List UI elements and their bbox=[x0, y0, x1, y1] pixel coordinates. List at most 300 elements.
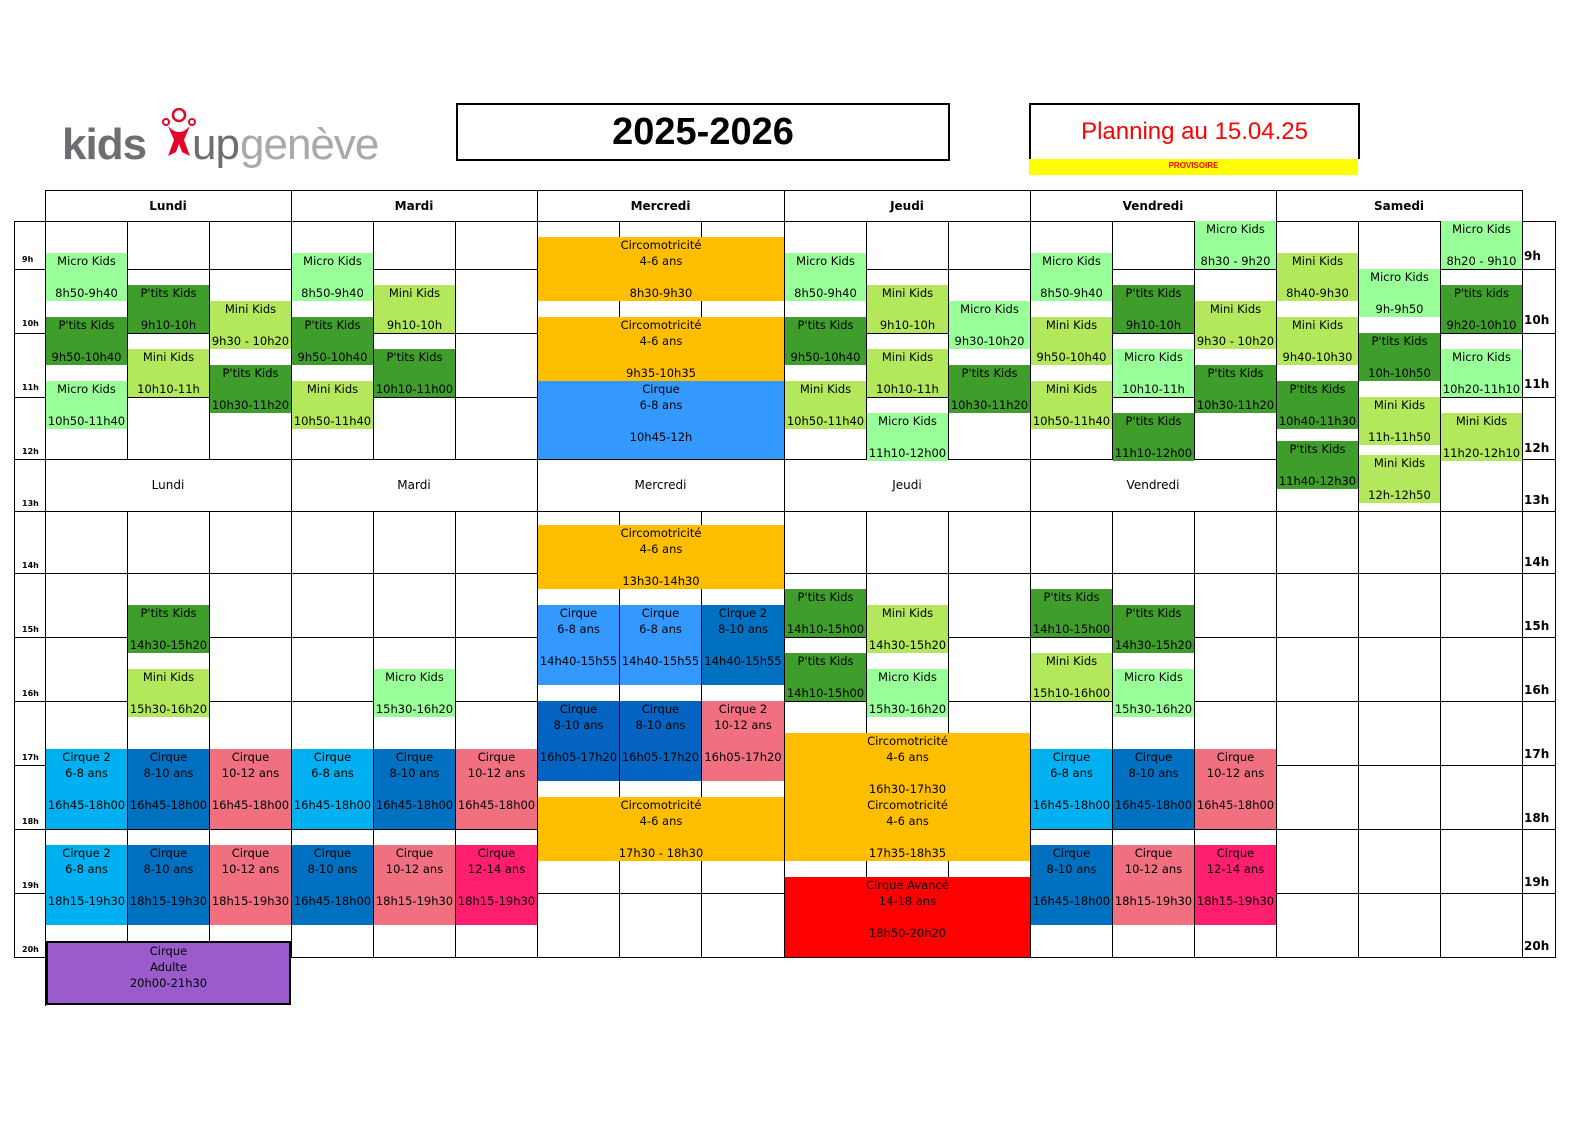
class-line: P'tits Kids bbox=[58, 318, 115, 332]
class-line: 8-10 ans bbox=[553, 718, 604, 732]
class-line: P'tits Kids bbox=[797, 318, 854, 332]
class-line: Mini Kids bbox=[1455, 414, 1508, 428]
class-line: 15h30-16h20 bbox=[1114, 702, 1193, 716]
class-block bbox=[785, 317, 866, 365]
class-line: 4-6 ans bbox=[886, 750, 929, 764]
class-line: Cirque Avancé bbox=[866, 878, 949, 892]
class-line: 8h50-9h40 bbox=[794, 286, 857, 300]
midday-day-header-4: Vendredi bbox=[1126, 478, 1180, 492]
grid-line bbox=[455, 221, 456, 460]
class-line: 16h45-18h00 bbox=[47, 798, 126, 812]
class-line: 14h40-15h55 bbox=[704, 654, 782, 668]
class-block bbox=[1359, 397, 1440, 445]
class-block bbox=[1277, 381, 1358, 429]
class-line: P'tits Kids bbox=[1371, 334, 1428, 348]
planning-date: Planning au 15.04.25 bbox=[1029, 103, 1360, 159]
class-block bbox=[1441, 413, 1522, 461]
class-line: 9h10-10h bbox=[386, 318, 443, 332]
class-line: 17h35-18h35 bbox=[868, 846, 947, 860]
class-block bbox=[210, 301, 291, 349]
class-line: Cirque bbox=[641, 702, 680, 716]
class-line: 11h10-12h00 bbox=[1114, 446, 1193, 460]
class-line: 9h30 - 10h20 bbox=[211, 334, 290, 348]
class-line: 16h45-18h00 bbox=[293, 798, 372, 812]
class-line: 10-12 ans bbox=[467, 766, 526, 780]
class-line: 9h30-10h20 bbox=[954, 334, 1025, 348]
class-block bbox=[128, 669, 209, 717]
class-line: Micro Kids bbox=[385, 670, 444, 684]
class-line: 10-12 ans bbox=[1206, 766, 1265, 780]
class-block bbox=[1113, 285, 1194, 333]
class-line: 10-12 ans bbox=[221, 766, 280, 780]
class-line: Micro Kids bbox=[303, 254, 362, 268]
class-line: P'tits Kids bbox=[1125, 286, 1182, 300]
class-line: 16h05-17h20 bbox=[704, 750, 782, 764]
class-line: Cirque 2 bbox=[718, 606, 768, 620]
class-block bbox=[1359, 455, 1440, 503]
grid-line bbox=[1276, 511, 1277, 958]
class-line: Micro Kids bbox=[1124, 350, 1183, 364]
class-block bbox=[538, 605, 619, 685]
class-line: 14h10-15h00 bbox=[786, 686, 865, 700]
hour-label-right-1: 10h bbox=[1524, 313, 1550, 327]
class-block bbox=[128, 285, 209, 333]
class-line: 10h40-11h30 bbox=[1278, 414, 1357, 428]
class-line: 18h15-19h30 bbox=[129, 894, 208, 908]
class-block bbox=[1359, 269, 1440, 317]
class-line: Cirque bbox=[477, 750, 516, 764]
class-line: 6-8 ans bbox=[311, 766, 354, 780]
class-line: Mini Kids bbox=[1045, 318, 1098, 332]
class-block bbox=[210, 365, 291, 413]
class-line: 14h30-15h20 bbox=[868, 638, 947, 652]
class-line: 8h30-9h30 bbox=[629, 286, 693, 300]
class-block bbox=[46, 253, 127, 301]
hour-label-right-5: 14h bbox=[1524, 555, 1550, 569]
class-block bbox=[867, 669, 948, 717]
hour-label-right-8: 17h bbox=[1524, 747, 1550, 761]
class-block bbox=[785, 733, 1030, 797]
grid-line bbox=[1440, 511, 1441, 958]
class-line: 10h10-11h bbox=[876, 382, 939, 396]
class-line: 11h20-12h10 bbox=[1442, 446, 1521, 460]
class-line: P'tits Kids bbox=[386, 350, 443, 364]
class-line: 18h15-19h30 bbox=[211, 894, 290, 908]
class-line: 6-8 ans bbox=[557, 622, 600, 636]
class-block bbox=[46, 845, 127, 925]
class-line: Circomotricité bbox=[867, 734, 948, 748]
class-block bbox=[620, 605, 701, 685]
class-line: 10-12 ans bbox=[714, 718, 772, 732]
class-block bbox=[1113, 749, 1194, 829]
class-line: 10h50-11h40 bbox=[47, 414, 126, 428]
midday-day-header-0: Lundi bbox=[151, 478, 185, 492]
class-line: 6-8 ans bbox=[639, 398, 683, 412]
class-block bbox=[128, 605, 209, 653]
class-block bbox=[1031, 381, 1112, 429]
class-line: Mini Kids bbox=[1045, 382, 1098, 396]
class-block bbox=[1031, 253, 1112, 301]
class-line: 10-12 ans bbox=[221, 862, 280, 876]
class-block bbox=[867, 413, 948, 461]
hour-label-right-0: 9h bbox=[1524, 249, 1541, 263]
class-line: 4-6 ans bbox=[639, 814, 683, 828]
class-line: Cirque bbox=[641, 606, 680, 620]
class-line: Mini Kids bbox=[142, 350, 195, 364]
class-line: Micro Kids bbox=[1452, 350, 1511, 364]
class-line: Mini Kids bbox=[1373, 398, 1426, 412]
class-line: 16h05-17h20 bbox=[539, 750, 618, 764]
class-line: 10h-10h50 bbox=[1368, 366, 1431, 380]
class-line: 11h40-12h30 bbox=[1278, 474, 1357, 488]
class-block bbox=[785, 877, 1030, 957]
class-line: Cirque bbox=[559, 702, 598, 716]
class-line: 14h40-15h55 bbox=[539, 654, 618, 668]
class-block bbox=[1113, 349, 1194, 397]
class-block bbox=[374, 749, 455, 829]
class-line: 16h45-18h00 bbox=[375, 798, 454, 812]
class-block bbox=[46, 381, 127, 429]
class-line: 16h45-18h00 bbox=[1196, 798, 1275, 812]
class-line: Mini Kids bbox=[881, 286, 934, 300]
class-line: P'tits Kids bbox=[1125, 414, 1182, 428]
hour-label-right-7: 16h bbox=[1524, 683, 1550, 697]
grid-line bbox=[14, 511, 1277, 512]
class-line: 6-8 ans bbox=[65, 862, 108, 876]
hour-label-left-2: 11h bbox=[22, 383, 39, 392]
day-header-5: Samedi bbox=[1373, 199, 1425, 213]
class-line: 10h50-11h40 bbox=[786, 414, 865, 428]
class-line: 4-6 ans bbox=[639, 334, 683, 348]
class-line: 9h35-10h35 bbox=[626, 366, 696, 380]
class-line: Cirque bbox=[313, 846, 352, 860]
class-line: P'tits Kids bbox=[1289, 382, 1346, 396]
class-line: Cirque bbox=[1052, 750, 1091, 764]
hour-label-left-9: 18h bbox=[22, 817, 39, 826]
class-block bbox=[1195, 749, 1276, 829]
class-line: P'tits kids bbox=[1453, 286, 1510, 300]
class-block bbox=[949, 365, 1030, 413]
class-line: Cirque bbox=[642, 382, 680, 396]
day-header-0: Lundi bbox=[149, 199, 187, 213]
class-line: Micro Kids bbox=[796, 254, 855, 268]
grid-line bbox=[373, 221, 374, 460]
class-line: Micro Kids bbox=[1206, 222, 1265, 236]
class-line: 11h-11h50 bbox=[1368, 430, 1431, 444]
class-line: P'tits Kids bbox=[140, 606, 197, 620]
class-line: 10h50-11h40 bbox=[293, 414, 372, 428]
class-line: Micro Kids bbox=[878, 670, 937, 684]
class-line: 10-12 ans bbox=[385, 862, 444, 876]
class-line: Cirque bbox=[1216, 846, 1255, 860]
class-line: Mini Kids bbox=[388, 286, 441, 300]
class-block bbox=[456, 845, 537, 925]
class-block bbox=[785, 253, 866, 301]
class-line: P'tits Kids bbox=[1207, 366, 1264, 380]
class-block bbox=[1359, 333, 1440, 381]
class-line: Mini Kids bbox=[224, 302, 277, 316]
class-line: Micro Kids bbox=[878, 414, 937, 428]
class-block bbox=[1277, 317, 1358, 365]
class-block bbox=[1195, 365, 1276, 413]
class-line: Circomotricité bbox=[620, 318, 702, 332]
class-block bbox=[1441, 221, 1522, 269]
class-line: 15h30-16h20 bbox=[129, 702, 208, 716]
class-line: 8h50-9h40 bbox=[301, 286, 364, 300]
hour-label-left-0: 9h bbox=[22, 255, 34, 264]
class-block bbox=[1113, 669, 1194, 717]
class-line: 9h10-10h bbox=[1125, 318, 1182, 332]
class-line: Cirque 2 bbox=[62, 846, 111, 860]
class-line: 9h50-10h40 bbox=[51, 350, 122, 364]
day-header-3: Jeudi bbox=[890, 199, 924, 213]
class-block bbox=[128, 845, 209, 925]
class-line: 8-10 ans bbox=[307, 862, 358, 876]
class-line: 14h30-15h20 bbox=[1114, 638, 1193, 652]
grid-line bbox=[1276, 511, 1556, 512]
class-line: 8-10 ans bbox=[717, 622, 769, 636]
class-line: Circomotricité bbox=[620, 798, 702, 812]
class-line: Micro Kids bbox=[57, 382, 116, 396]
class-line: 15h10-16h00 bbox=[1032, 686, 1111, 700]
class-block bbox=[374, 669, 455, 717]
class-line: 8-10 ans bbox=[1046, 862, 1097, 876]
class-line: 12h-12h50 bbox=[1368, 488, 1431, 502]
class-block bbox=[1441, 349, 1522, 397]
class-line: Cirque bbox=[149, 750, 188, 764]
grid-line bbox=[127, 221, 128, 460]
class-block bbox=[1113, 605, 1194, 653]
class-line: 14h10-15h00 bbox=[1032, 622, 1111, 636]
hour-label-right-2: 11h bbox=[1524, 377, 1550, 391]
midday-day-header-2: Mercredi bbox=[634, 478, 687, 492]
class-block bbox=[374, 285, 455, 333]
hour-label-left-8: 17h bbox=[22, 753, 39, 762]
class-line: Mini Kids bbox=[799, 382, 852, 396]
class-block bbox=[1031, 653, 1112, 701]
season-title: 2025-2026 bbox=[456, 103, 950, 161]
class-line: Cirque bbox=[559, 606, 598, 620]
class-block bbox=[456, 749, 537, 829]
class-line: P'tits Kids bbox=[222, 366, 279, 380]
class-line: 18h15-19h30 bbox=[375, 894, 454, 908]
class-block bbox=[785, 381, 866, 429]
class-block bbox=[292, 253, 373, 301]
class-block bbox=[867, 349, 948, 397]
class-line: P'tits Kids bbox=[1289, 442, 1346, 456]
class-line: 15h30-16h20 bbox=[868, 702, 947, 716]
class-line: 12-14 ans bbox=[467, 862, 526, 876]
logo-up-text: up bbox=[192, 120, 239, 169]
hour-label-left-1: 10h bbox=[22, 319, 39, 328]
class-line: Cirque bbox=[149, 846, 188, 860]
grid-line bbox=[1555, 221, 1556, 958]
class-block bbox=[538, 797, 784, 861]
class-line: P'tits Kids bbox=[140, 286, 197, 300]
class-line: 16h45-18h00 bbox=[293, 894, 372, 908]
class-line: P'tits Kids bbox=[961, 366, 1018, 380]
midday-day-header-1: Mardi bbox=[397, 478, 431, 492]
class-line: P'tits Kids bbox=[797, 654, 854, 668]
class-line: 18h15-19h30 bbox=[1114, 894, 1193, 908]
class-line: Mini Kids bbox=[881, 350, 934, 364]
class-line: 14-18 ans bbox=[878, 894, 937, 908]
class-block bbox=[702, 701, 784, 781]
class-line: 10h45-12h bbox=[629, 430, 693, 444]
class-block bbox=[210, 845, 291, 925]
class-line: 9h50-10h40 bbox=[1036, 350, 1107, 364]
class-line: Micro Kids bbox=[1124, 670, 1183, 684]
class-line: 18h15-19h30 bbox=[457, 894, 536, 908]
class-line: 8h50-9h40 bbox=[1040, 286, 1103, 300]
class-line: 10-12 ans bbox=[1124, 862, 1183, 876]
class-line: 14h10-15h00 bbox=[786, 622, 865, 636]
class-block bbox=[785, 589, 866, 637]
class-block bbox=[867, 285, 948, 333]
class-line: 17h30 - 18h30 bbox=[618, 846, 704, 860]
class-block bbox=[538, 701, 619, 781]
class-line: Micro Kids bbox=[1042, 254, 1101, 268]
class-block bbox=[374, 349, 455, 397]
class-line: 9h50-10h40 bbox=[297, 350, 368, 364]
class-line: Micro Kids bbox=[1370, 270, 1429, 284]
grid-line bbox=[14, 221, 1556, 222]
class-block bbox=[538, 317, 784, 381]
class-block bbox=[46, 941, 291, 1005]
class-block bbox=[374, 845, 455, 925]
class-block bbox=[538, 237, 784, 301]
class-line: 11h10-12h00 bbox=[868, 446, 947, 460]
hour-label-right-6: 15h bbox=[1524, 619, 1550, 633]
class-line: 6-8 ans bbox=[65, 766, 108, 780]
class-line: 20h00-21h30 bbox=[129, 976, 208, 990]
class-block bbox=[292, 845, 373, 925]
class-line: Mini Kids bbox=[142, 670, 195, 684]
class-line: Cirque bbox=[231, 750, 270, 764]
class-block bbox=[1277, 441, 1358, 489]
class-line: Cirque 2 bbox=[62, 750, 111, 764]
class-line: Mini Kids bbox=[1209, 302, 1262, 316]
class-line: Adulte bbox=[149, 960, 188, 974]
class-line: 16h05-17h20 bbox=[621, 750, 700, 764]
class-line: Cirque bbox=[1052, 846, 1091, 860]
class-line: Cirque bbox=[231, 846, 270, 860]
day-header-2: Mercredi bbox=[630, 199, 691, 213]
class-block bbox=[292, 381, 373, 429]
hour-label-right-3: 12h bbox=[1524, 441, 1550, 455]
class-line: 15h30-16h20 bbox=[375, 702, 454, 716]
class-line: 8h40-9h30 bbox=[1286, 286, 1349, 300]
class-line: 4-6 ans bbox=[639, 254, 683, 268]
class-line: Micro Kids bbox=[57, 254, 116, 268]
class-line: 16h45-18h00 bbox=[457, 798, 536, 812]
class-block bbox=[1031, 845, 1112, 925]
class-line: 4-6 ans bbox=[886, 814, 929, 828]
hour-label-right-9: 18h bbox=[1524, 811, 1550, 825]
class-block bbox=[1031, 317, 1112, 365]
class-line: 10h50-11h40 bbox=[1032, 414, 1111, 428]
class-line: 8-10 ans bbox=[635, 718, 686, 732]
class-block bbox=[292, 317, 373, 365]
class-line: 8h50-9h40 bbox=[55, 286, 118, 300]
class-line: 16h45-18h00 bbox=[1032, 798, 1111, 812]
hour-label-left-6: 15h bbox=[22, 625, 39, 634]
midday-day-header-3: Jeudi bbox=[892, 478, 922, 492]
class-line: 8-10 ans bbox=[1128, 766, 1179, 780]
class-line: 9h-9h50 bbox=[1375, 302, 1424, 316]
class-line: Mini Kids bbox=[1291, 254, 1344, 268]
class-line: Circomotricité bbox=[620, 238, 702, 252]
class-block bbox=[1195, 301, 1276, 349]
class-line: 9h10-10h bbox=[140, 318, 197, 332]
provisoire-banner: PROVISOIRE bbox=[1029, 159, 1358, 175]
class-line: Cirque bbox=[313, 750, 352, 764]
class-block bbox=[538, 381, 784, 459]
class-line: 16h45-18h00 bbox=[1032, 894, 1111, 908]
class-line: 18h50-20h20 bbox=[868, 926, 947, 940]
class-line: Cirque bbox=[1134, 750, 1173, 764]
class-block bbox=[785, 797, 1030, 861]
class-line: 12-14 ans bbox=[1206, 862, 1265, 876]
class-line: 18h15-19h30 bbox=[47, 894, 126, 908]
class-block bbox=[1031, 589, 1112, 637]
class-block bbox=[538, 525, 784, 589]
hour-label-left-5: 14h bbox=[22, 561, 39, 570]
class-line: Cirque bbox=[395, 846, 434, 860]
class-line: Micro Kids bbox=[1452, 222, 1511, 236]
class-block bbox=[46, 749, 127, 829]
class-block bbox=[1195, 845, 1276, 925]
day-header-1: Mardi bbox=[394, 199, 434, 213]
class-line: 9h10-10h bbox=[879, 318, 936, 332]
logo-geneve-text: genève bbox=[240, 120, 379, 169]
class-line: Mini Kids bbox=[881, 606, 934, 620]
class-line: P'tits Kids bbox=[304, 318, 361, 332]
class-line: 10h30-11h20 bbox=[211, 398, 290, 412]
class-line: Micro Kids bbox=[960, 302, 1019, 316]
class-block bbox=[292, 749, 373, 829]
class-line: Mini Kids bbox=[1045, 654, 1098, 668]
class-line: Cirque bbox=[477, 846, 516, 860]
class-line: Cirque bbox=[395, 750, 434, 764]
class-line: Cirque bbox=[1134, 846, 1173, 860]
class-line: Cirque bbox=[1216, 750, 1255, 764]
class-block bbox=[1277, 253, 1358, 301]
class-line: Circomotricité bbox=[620, 526, 702, 540]
class-block bbox=[1031, 749, 1112, 829]
class-line: 8h30 - 9h20 bbox=[1200, 254, 1271, 268]
hour-label-left-3: 12h bbox=[22, 447, 39, 456]
class-line: 6-8 ans bbox=[639, 622, 682, 636]
grid-line bbox=[1440, 459, 1441, 512]
grid-line bbox=[14, 701, 1556, 702]
class-line: P'tits Kids bbox=[1125, 606, 1182, 620]
class-line: 9h30 - 10h20 bbox=[1196, 334, 1275, 348]
class-block bbox=[210, 749, 291, 829]
class-line: Cirque 2 bbox=[718, 702, 768, 716]
class-line: 13h30-14h30 bbox=[622, 574, 700, 588]
class-line: 16h45-18h00 bbox=[129, 798, 208, 812]
class-block bbox=[949, 301, 1030, 349]
hour-label-left-4: 13h bbox=[22, 499, 39, 508]
class-line: 6-8 ans bbox=[1050, 766, 1093, 780]
class-line: 14h30-15h20 bbox=[129, 638, 208, 652]
hour-label-left-7: 16h bbox=[22, 689, 39, 698]
class-line: 9h40-10h30 bbox=[1282, 350, 1353, 364]
class-block bbox=[1113, 845, 1194, 925]
hour-label-left-10: 19h bbox=[22, 881, 39, 890]
class-block bbox=[1195, 221, 1276, 269]
